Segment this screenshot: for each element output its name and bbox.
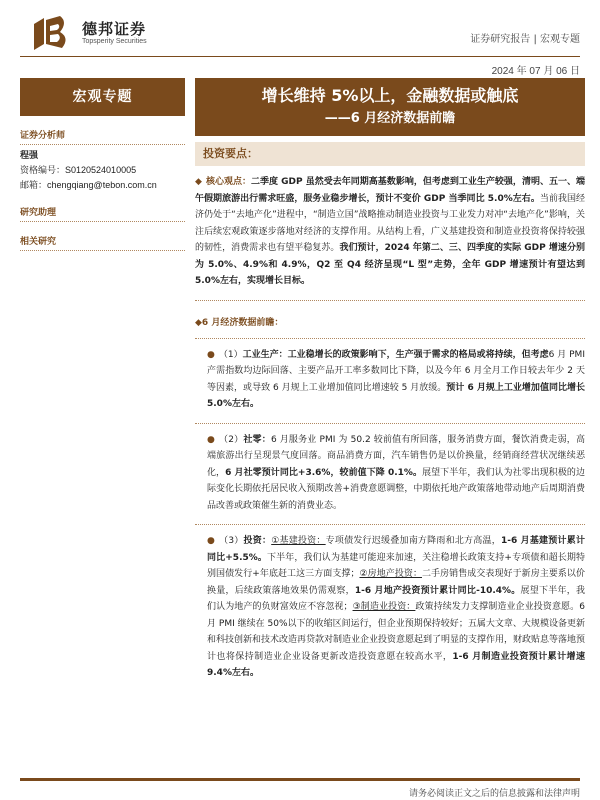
- item1-text-1: 6 月 PMI 产需指数均边际回落、主要产品开工率多数同比下降，以及今年 6 月全月工作日较去年少 2 天等因素，或导致 6 月规上工业增加值同比增速较 5 月放缓。: [207, 349, 585, 393]
- divider: [195, 300, 585, 301]
- bullet-icon: ◆: [195, 317, 202, 328]
- item3-text-4: 展望下半年，我们认为地产的负财富效应不容忽视；: [207, 585, 585, 612]
- footer-divider: [20, 778, 580, 781]
- item3-text-5: 政策持续发力支撑制造业企业投资意愿。6 月 PMI 继续在 50%以下的收缩区间运行，但企业预期保持较好；五属大文章、大规模设备更新和科技创新和技术改造再贷款对制造业企业投资意愿起到了明显的支撑作用，财政贴息等落地预计也将保持制造业企业设备更新改造投资意愿在较高水平，: [207, 602, 586, 662]
- divider: [195, 524, 585, 525]
- retail-paragraph: [195, 432, 585, 515]
- item3-text-3: 二手房销售成交表现好于新房主要系以价换量，后续政策落地效果仍需观察，: [207, 569, 585, 596]
- brand-name-en: Topsperity Securities: [82, 38, 147, 45]
- item3-u-1: ①基建投资：: [271, 536, 326, 546]
- bullet-icon: ●: [207, 536, 216, 546]
- brand-name-cn: 德邦证券: [82, 20, 147, 38]
- core-view-label: 核心观点：: [205, 177, 251, 187]
- divider: [195, 338, 585, 339]
- item3-u-2: ②房地产投资：: [359, 569, 422, 579]
- item2-text-1: 6 月服务业 PMI 为 50.2 较前值有所回落，服务消费方面，餐饮消费走弱，高端旅游出行呈现景气度回落。商品消费方面，汽车销售仍是以价换量，经销商经营状况继续恶化，: [207, 434, 585, 478]
- related-section: [20, 234, 185, 251]
- item3-bold-2: 1-6 月基建预计累计同比+5.5%。: [207, 536, 585, 563]
- report-type: 证券研究报告 | 宏观专题: [470, 34, 580, 45]
- item1-bold-1: 工业生产：工业稳增长的政策影响下，生产强于需求的格局或将持续，: [242, 349, 522, 360]
- assistant-heading: 研究助理: [20, 205, 185, 222]
- june-preview-heading: [195, 315, 585, 328]
- item3-bold-3: 1-6 月地产投资预计累计同比-10.4%。: [354, 585, 521, 596]
- analyst-section: [20, 128, 185, 193]
- investment-points-heading: 投资要点：: [195, 142, 585, 166]
- analyst-name: 程强: [20, 151, 39, 161]
- email-label: 邮箱：: [20, 181, 48, 191]
- header-divider: [20, 56, 580, 57]
- page-header: [0, 0, 600, 77]
- item3-bold-4: 1-6 月制造业投资预计累计增速 9.4%左右。: [207, 651, 585, 678]
- analyst-heading: 证券分析师: [20, 128, 185, 145]
- investment-paragraph: [195, 533, 585, 682]
- june-preview-title: 6 月经济数据前瞻：: [201, 317, 284, 328]
- tebon-logo-icon: [30, 14, 74, 54]
- item2-bold-2: 6 月社零预计同比+3.6%，较前值下降 0.1%。: [225, 467, 423, 478]
- item3-text-1: 专项债发行迟缓叠加南方降雨和北方高温，: [325, 536, 501, 546]
- core-bold-1: 二季度 GDP 虽然受去年同期高基数影响，但考虑到工业生产较强，清明、五一、端午假期旅游出行需求旺盛，服务业稳步增长，预计不变价 GDP 当季同比 5.0%左右。: [195, 177, 585, 204]
- item3-u-3: ③制造业投资：: [352, 602, 416, 612]
- assistant-section: [20, 205, 185, 222]
- main-content: [195, 78, 585, 682]
- bullet-icon: ●: [207, 434, 216, 445]
- report-subtitle: ——6 月经济数据前瞻: [324, 111, 456, 126]
- item2-text-2: 展望下半年，我们认为社零出现积极的边际变化长期依托居民收入预期改善+消费意愿调整，中期依托地产政策落地带动地产后周期消费品改善或政策催生新的消费业态。: [207, 467, 585, 511]
- report-title: 增长维持 5%以上，金融数据或触底: [261, 86, 519, 105]
- report-date: 2024 年 07 月 06 日: [491, 66, 580, 77]
- item1-num: （1）: [218, 349, 243, 360]
- report-title-box: [195, 78, 585, 136]
- item3-bold-1: 投资：: [243, 536, 272, 546]
- cert-label: 资格编号：: [20, 166, 66, 176]
- disclaimer-text: 请务必阅读正文之后的信息披露和法律声明: [408, 789, 580, 799]
- item2-num: （2）: [219, 434, 244, 445]
- item2-bold-1: 社零：: [243, 434, 271, 445]
- item1-bold-2: 但考虑: [521, 349, 549, 360]
- bullet-icon: ●: [207, 349, 215, 360]
- email-row: [20, 178, 185, 193]
- cert-number: S0120524010005: [65, 165, 137, 175]
- industry-paragraph: [195, 347, 585, 413]
- sidebar: [20, 78, 190, 778]
- core-text-1: 当前我国经济仍处于“去地产化”进程中，“制造立国”战略推动制造业投资与工业发力对冲“去地产化”影响，关注后续宏观政策逐步落地对经济的支撑作用。从结构上看，广义基建投资和制造业投资将保持较强的韧性，消费需求也有望平稳复苏。: [195, 193, 585, 253]
- bullet-icon: ◆: [195, 177, 202, 187]
- related-heading: 相关研究: [20, 234, 185, 251]
- cert-row: [20, 163, 185, 178]
- item1-bold-3: 预计 6 月规上工业增加值同比增长 5.0%左右。: [207, 382, 585, 409]
- page-footer: [20, 778, 580, 799]
- divider: [195, 423, 585, 424]
- core-view-paragraph: [195, 174, 585, 290]
- item3-text-2: 下半年，我们认为基建可能迎来加速，关注稳增长政策支持+专项债和超长期特别国债发行+年底赶工这三方面支撑；: [207, 552, 585, 579]
- core-bold-2: 我们预计，2024 年第二、三、四季度的实际 GDP 增速分别为 5.0%、4.9%和 4.9%，Q2 至 Q4 经济呈现“L 型”走势，全年 GDP 增速预计有望达到 5.0%左右，实现增长目标。: [195, 243, 585, 286]
- email-link[interactable]: chengqiang@tebon.com.cn: [47, 180, 157, 190]
- item3-num: （3）: [219, 536, 244, 546]
- sidebar-title: 宏观专题: [20, 78, 185, 116]
